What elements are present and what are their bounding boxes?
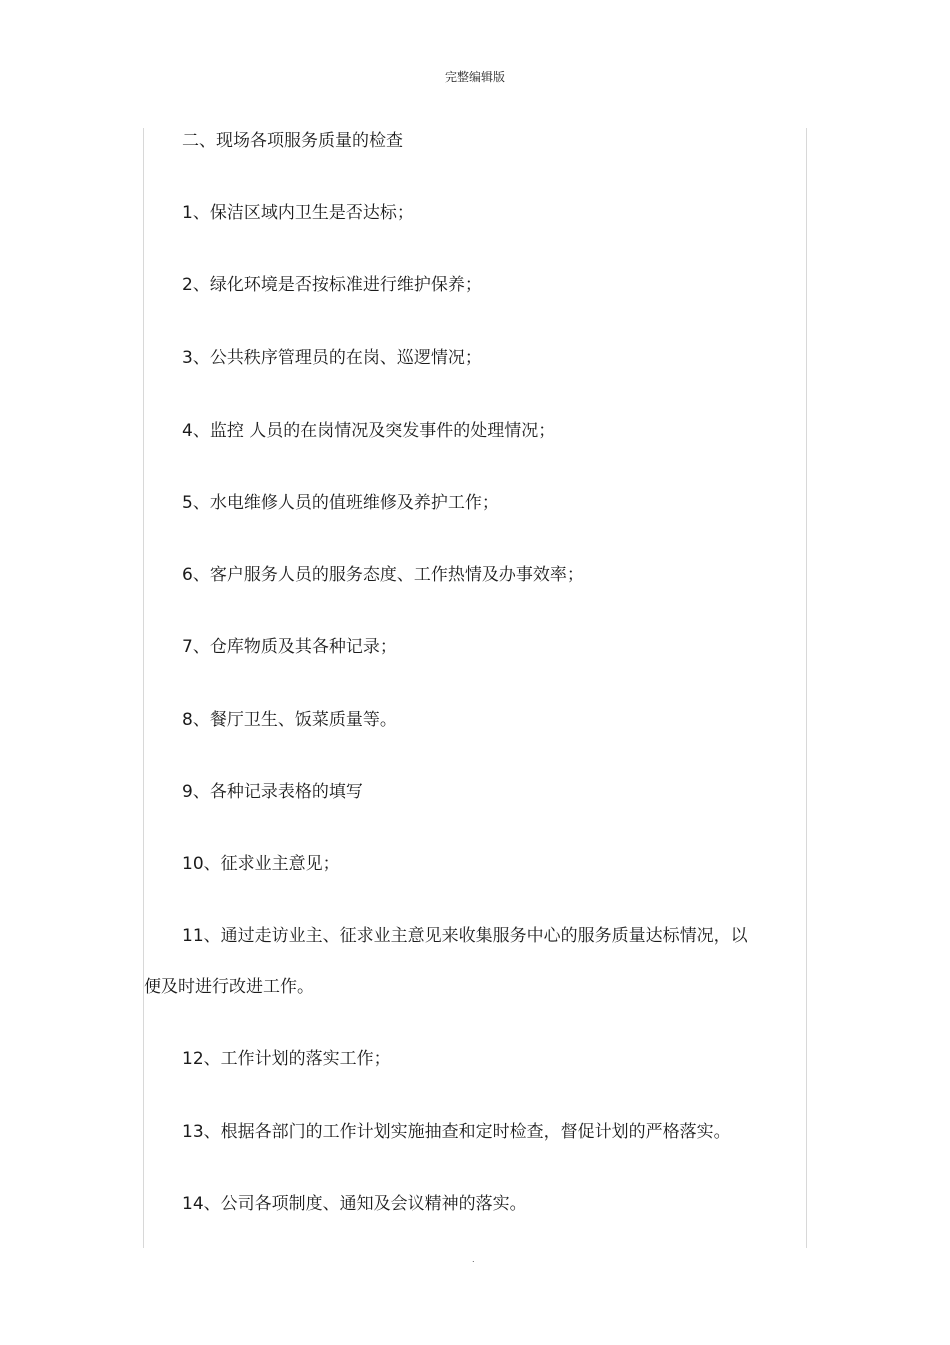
right-margin-line xyxy=(806,128,807,1248)
left-margin-line xyxy=(143,128,144,1248)
list-item: 7、仓库物质及其各种记录； xyxy=(182,637,397,657)
list-item: 9、各种记录表格的填写 xyxy=(182,782,363,802)
list-item: 4、监控 人员的在岗情况及突发事件的处理情况； xyxy=(182,421,556,441)
list-item: 2、绿化环境是否按标准进行维护保养； xyxy=(182,275,482,295)
list-item: 14、公司各项制度、通知及会议精神的落实。 xyxy=(182,1194,527,1214)
list-item-continuation: 便及时进行改进工作。 xyxy=(144,977,314,997)
list-item: 5、水电维修人员的值班维修及养护工作； xyxy=(182,493,499,513)
list-item: 3、公共秩序管理员的在岗、巡逻情况； xyxy=(182,348,482,368)
list-item: 1、保洁区域内卫生是否达标； xyxy=(182,203,414,223)
list-item: 6、客户服务人员的服务态度、工作热情及办事效率； xyxy=(182,565,584,585)
list-item: 8、餐厅卫生、饭菜质量等。 xyxy=(182,710,397,730)
page-header: 完整编辑版 xyxy=(444,70,505,84)
section-title: 二、现场各项服务质量的检查 xyxy=(182,131,403,151)
list-item: 13、根据各部门的工作计划实施抽查和定时检查，督促计划的严格落实。 xyxy=(182,1122,731,1142)
list-item: 10、征求业主意见； xyxy=(182,854,340,874)
list-item: 12、工作计划的落实工作； xyxy=(182,1049,391,1069)
footer-mark: . xyxy=(472,1255,475,1264)
list-item: 11、通过走访业主、征求业主意见来收集服务中心的服务质量达标情况，以 xyxy=(182,926,748,946)
